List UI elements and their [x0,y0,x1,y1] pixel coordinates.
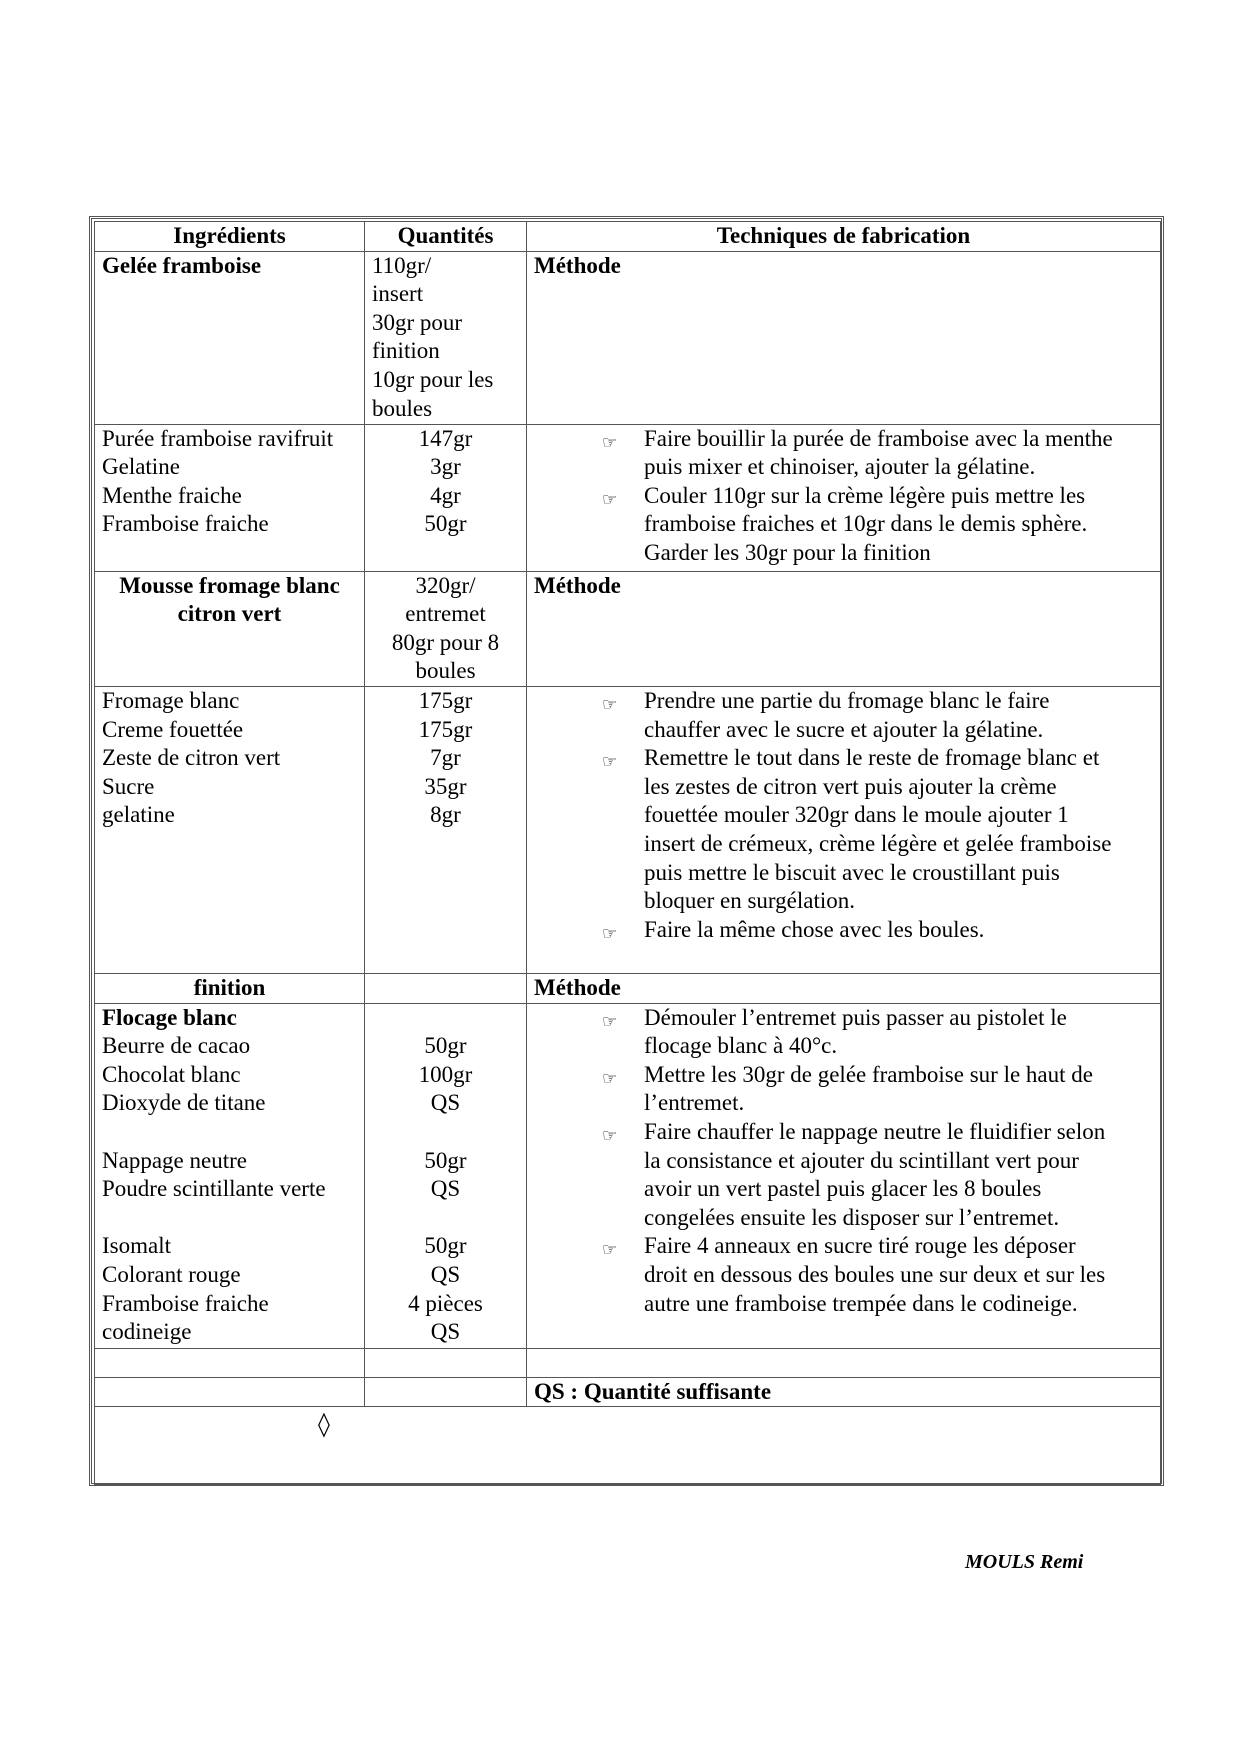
empty-cell [365,1348,527,1377]
gelee-title-row [95,251,1161,424]
spacer [372,1204,519,1233]
step-line: flocage blanc à 40°c. [644,1033,838,1059]
bottom-row [95,1407,1161,1485]
spacer [372,1118,519,1147]
quantity: 4 pièces [408,1290,483,1316]
quantity: 147gr [418,425,473,451]
step-line: puis mixer et chinoiser, ajouter la gélatine. [644,454,1036,480]
quantity: QS [430,1090,461,1116]
step-line: congelées ensuite les disposer sur l’entremet. [644,1204,1060,1230]
finition-subtitle: Flocage blanc [102,1004,237,1030]
ingredient: Framboise fraiche [102,1290,269,1316]
finition-method-label: Méthode [527,973,1161,1003]
step-line: insert de crémeux, crème légère et gelée framboise [644,830,1112,856]
ingredient: codineige [102,1319,192,1345]
mousse-method-label: Méthode [527,571,1161,686]
quantity: 35gr [424,773,467,799]
ingredient: Sucre [102,773,155,799]
gelee-qty-total [365,251,527,424]
step-line: Couler 110gr sur la crème légère puis mettre les [644,482,1086,508]
gelee-title: Gelée framboise [95,251,365,424]
empty-cell [95,1348,365,1377]
quantity: 50gr [424,1147,467,1173]
step [602,687,1153,744]
ingredient: Chocolat blanc [102,1061,241,1087]
diamond-symbol: ◊ [318,1410,330,1438]
spacer [102,1204,357,1233]
step [602,916,1153,945]
step-line: les zestes de citron vert puis ajouter la crème [644,773,1057,799]
ingredient: Framboise fraiche [102,511,269,537]
step-line: autre une framboise trempée dans le codineige. [644,1290,1078,1316]
empty-cell [95,1377,365,1407]
step-line: puis mettre le biscuit avec le croustillant puis [644,859,1060,885]
qty-line: 80gr pour 8 [391,629,500,655]
ingredient: Purée framboise ravifruit [102,425,334,451]
ingredient: Poudre scintillante verte [102,1176,326,1202]
mousse-quantities [365,686,527,973]
step-line: Mettre les 30gr de gelée framboise sur le haut de [644,1061,1093,1087]
quantity: 3gr [430,454,461,480]
quantity: 50gr [424,511,467,537]
step-line: la consistance et ajouter du scintillant vert pour [644,1147,1079,1173]
finition-steps [527,1003,1161,1348]
quantity: 50gr [424,1233,467,1259]
step-line: Remettre le tout dans le reste de fromage blanc et [644,745,1100,771]
step [602,425,1153,482]
empty-row [95,1348,1161,1377]
finition-body-row [95,1003,1161,1348]
header-quantities: Quantités [365,222,527,252]
finition-ingredients [95,1003,365,1348]
qs-legend: QS : Quantité suffisante [527,1377,1161,1407]
pointing-hand-icon: ☞ [602,432,618,453]
header-row [95,222,1161,252]
step-line: Prendre une partie du fromage blanc le faire [644,687,1050,713]
header-ingredients: Ingrédients [95,222,365,252]
ingredient: Creme fouettée [102,716,244,742]
step [602,1004,1153,1061]
quantity: QS [430,1319,461,1345]
pointing-hand-icon: ☞ [602,1068,618,1089]
pointing-hand-icon: ☞ [602,1125,618,1146]
gelee-ingredients [95,424,365,571]
ingredient: Beurre de cacao [102,1033,251,1059]
step [602,482,1153,568]
qty-line: boules [372,395,433,421]
ingredient: Dioxyde de titane [102,1090,266,1116]
finition-title-row [95,973,1161,1003]
quantity: 8gr [430,802,461,828]
gelee-quantities [365,424,527,571]
recipe-table [94,221,1161,1485]
qty-line: 10gr pour les [372,366,494,392]
bottom-cell [95,1407,1161,1485]
step-line: framboise fraiches et 10gr dans le demis sphère. [644,511,1088,537]
ingredient: Nappage neutre [102,1147,247,1173]
step-line: avoir un vert pastel puis glacer les 8 boules [644,1176,1042,1202]
step-line: chauffer avec le sucre et ajouter la gélatine. [644,716,1044,742]
step-line: droit en dessous des boules une sur deux et sur les [644,1261,1106,1287]
gelee-method-label: Méthode [527,251,1161,424]
step-line: Faire bouillir la purée de framboise avec la menthe [644,425,1113,451]
step-line: Faire chauffer le nappage neutre le fluidifier selon [644,1118,1106,1144]
empty-cell [527,1348,1161,1377]
step-line: fouettée mouler 320gr dans le moule ajouter 1 [644,802,1069,828]
gelee-body-row [95,424,1161,571]
step [602,744,1153,916]
quantity: 175gr [418,716,473,742]
ingredient: Colorant rouge [102,1261,241,1287]
step-line: Démouler l’entremet puis passer au pistolet le [644,1004,1067,1030]
qty-line: 110gr/ [372,252,432,278]
mousse-ingredients [95,686,365,973]
author-signature: MOULS Remi [965,1551,1084,1573]
qty-line: 320gr/ [415,572,476,598]
step-line: Garder les 30gr pour la finition [644,539,931,565]
finition-qty-empty [365,973,527,1003]
title-line: Mousse fromage blanc [119,572,340,598]
mousse-steps [527,686,1161,973]
qty-line: 30gr pour [372,309,463,335]
mousse-title [95,571,365,686]
qty-line: insert [372,281,424,307]
legend-row [95,1377,1161,1407]
qty-line: entremet [405,601,486,627]
mousse-qty-total [365,571,527,686]
step [602,1061,1153,1118]
ingredient: Zeste de citron vert [102,745,281,771]
qty-line: boules [415,658,476,684]
qty-line: finition [372,338,440,364]
ingredient: Isomalt [102,1233,171,1259]
pointing-hand-icon: ☞ [602,1240,618,1261]
quantity: 4gr [430,482,461,508]
quantity: 100gr [418,1061,473,1087]
quantity: QS [430,1261,461,1287]
spacer [372,1004,519,1033]
pointing-hand-icon: ☞ [602,1011,618,1032]
spacer [102,1118,357,1147]
ingredient: Menthe fraiche [102,482,242,508]
pointing-hand-icon: ☞ [602,923,618,944]
step [602,1118,1153,1232]
pointing-hand-icon: ☞ [602,752,618,773]
mousse-body-row [95,686,1161,973]
ingredient: Gelatine [102,454,180,480]
title-line: citron vert [177,601,282,627]
gelee-steps [527,424,1161,571]
ingredient: Fromage blanc [102,687,240,713]
mousse-title-row [95,571,1161,686]
quantity: 175gr [418,687,473,713]
step-line: l’entremet. [644,1090,745,1116]
pointing-hand-icon: ☞ [602,694,618,715]
quantity: QS [430,1176,461,1202]
step-line: Faire 4 anneaux en sucre tiré rouge les déposer [644,1233,1076,1259]
quantity: 50gr [424,1033,467,1059]
step [602,1232,1153,1318]
step-line: Faire la même chose avec les boules. [644,916,985,942]
step-line: bloquer en surgélation. [644,888,855,914]
empty-cell [365,1377,527,1407]
finition-title: finition [95,973,365,1003]
quantity: 7gr [430,745,461,771]
ingredient: gelatine [102,802,175,828]
pointing-hand-icon: ☞ [602,489,618,510]
header-techniques: Techniques de fabrication [527,222,1161,252]
finition-quantities [365,1003,527,1348]
